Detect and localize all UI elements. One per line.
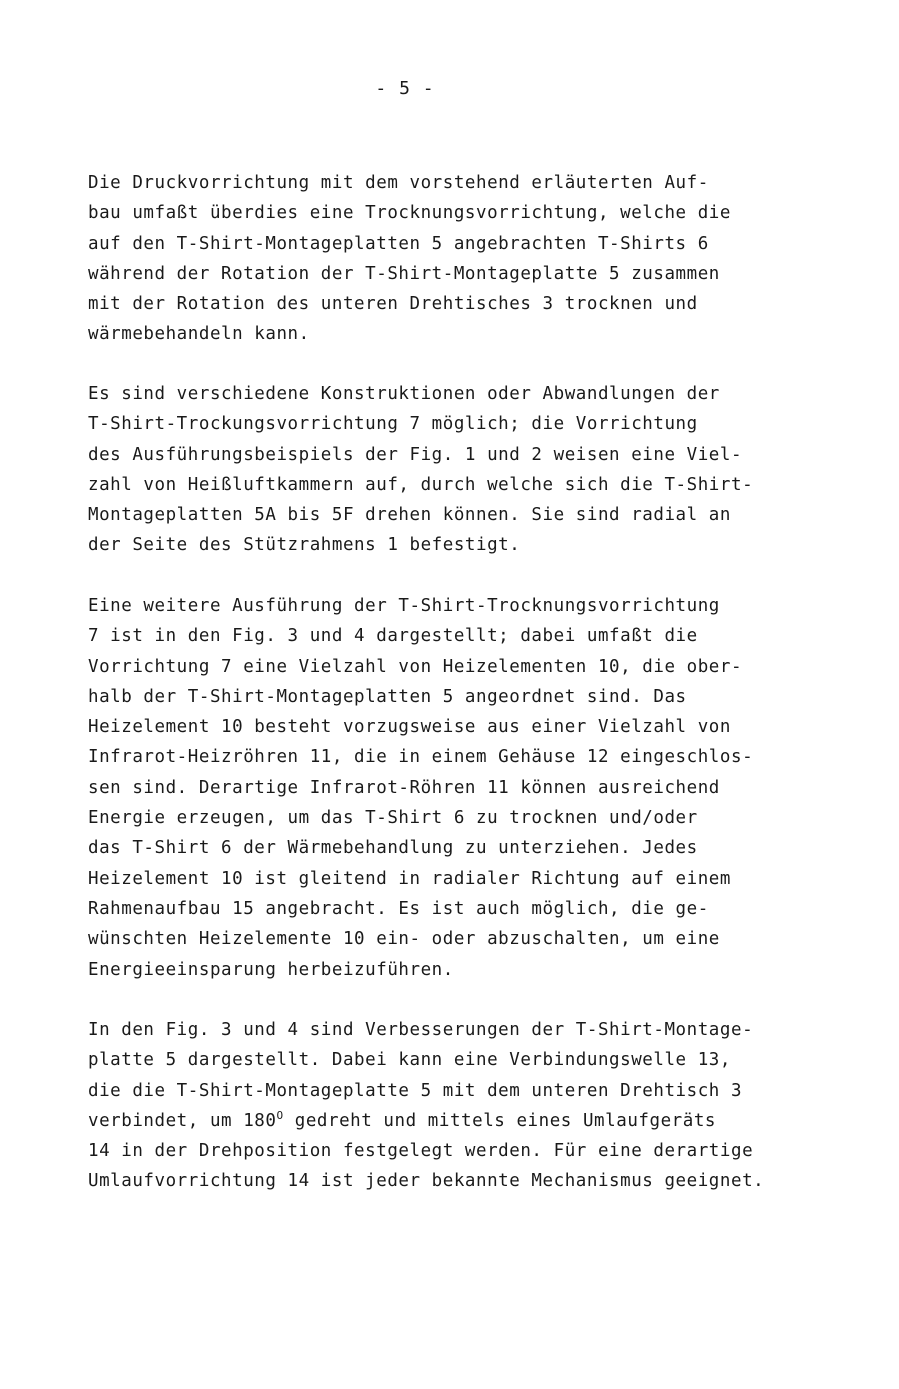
text-line: der Seite des Stützrahmens 1 befestigt. (88, 535, 521, 556)
text-line: In den Fig. 3 und 4 sind Verbesserungen der T-Shirt-Montage- (88, 1020, 754, 1040)
degree-superscript: O (276, 1109, 284, 1123)
text-line: Es sind verschiedene Konstruktionen oder Abwandlungen der (88, 384, 720, 404)
text-line: Heizelement 10 ist gleitend in radialer Richtung auf einem (88, 868, 731, 889)
text-line: Energie erzeugen, um das T-Shirt 6 zu trocknen und/oder (88, 808, 698, 829)
text-line-with-superscript (88, 1106, 848, 1136)
text-line: Infrarot-Heizröhren 11, die in einem Gehäuse 12 eingeschlos- (88, 747, 754, 768)
text-line: Umlaufvorrichtung 14 ist jeder bekannte Mechanismus geeignet. (88, 1171, 765, 1192)
text-line: Die Druckvorrichtung mit dem vorstehend erläuterten Auf- (88, 173, 709, 193)
text-line: 14 in der Drehposition festgelegt werden. Für eine derartige (88, 1141, 754, 1162)
paragraph-4 (88, 1015, 848, 1197)
text-line: T-Shirt-Trockungsvorrichtung 7 möglich; die Vorrichtung (88, 414, 698, 435)
text-line: Rahmenaufbau 15 angebracht. Es ist auch möglich, die ge- (88, 898, 709, 919)
text-line: des Ausführungsbeispiels der Fig. 1 und 2 weisen eine Viel- (88, 444, 743, 465)
page-number: - 5 - (375, 78, 435, 99)
text-line: das T-Shirt 6 der Wärmebehandlung zu unterziehen. Jedes (88, 838, 698, 859)
text-segment: gedreht und mittels eines Umlaufgeräts (283, 1110, 717, 1131)
text-line: Montageplatten 5A bis 5F drehen können. Sie sind radial an (88, 505, 731, 526)
text-line: auf den T-Shirt-Montageplatten 5 angebrachten T-Shirts 6 (88, 233, 709, 254)
text-line: Heizelement 10 besteht vorzugsweise aus einer Vielzahl von (88, 717, 731, 738)
text-line: die die T-Shirt-Montageplatte 5 mit dem unteren Drehtisch 3 (88, 1080, 743, 1101)
text-line: bau umfaßt überdies eine Trocknungsvorrichtung, welche die (88, 203, 731, 224)
text-line: platte 5 dargestellt. Dabei kann eine Verbindungswelle 13, (88, 1050, 731, 1071)
text-line: Eine weitere Ausführung der T-Shirt-Trocknungsvorrichtung (88, 596, 720, 616)
text-line: halb der T-Shirt-Montageplatten 5 angeordnet sind. Das (88, 686, 687, 707)
text-line: 7 ist in den Fig. 3 und 4 dargestellt; dabei umfaßt die (88, 626, 698, 647)
text-line: mit der Rotation des unteren Drehtisches 3 trocknen und (88, 294, 698, 315)
text-line: Energieeinsparung herbeizuführen. (88, 959, 454, 980)
paragraph-2 (88, 379, 848, 561)
text-line: wärmebehandeln kann. (88, 324, 310, 345)
paragraph-1 (88, 168, 848, 350)
text-segment: verbindet, um 180 (88, 1110, 277, 1131)
text-line: zahl von Heißluftkammern auf, durch welche sich die T-Shirt- (88, 474, 754, 495)
text-line: sen sind. Derartige Infrarot-Röhren 11 können ausreichend (88, 777, 720, 798)
text-line: wünschten Heizelemente 10 ein- oder abzuschalten, um eine (88, 929, 720, 950)
paragraph-3 (88, 591, 848, 985)
text-line: während der Rotation der T-Shirt-Montageplatte 5 zusammen (88, 263, 720, 284)
text-line: Vorrichtung 7 eine Vielzahl von Heizelementen 10, die ober- (88, 656, 743, 677)
